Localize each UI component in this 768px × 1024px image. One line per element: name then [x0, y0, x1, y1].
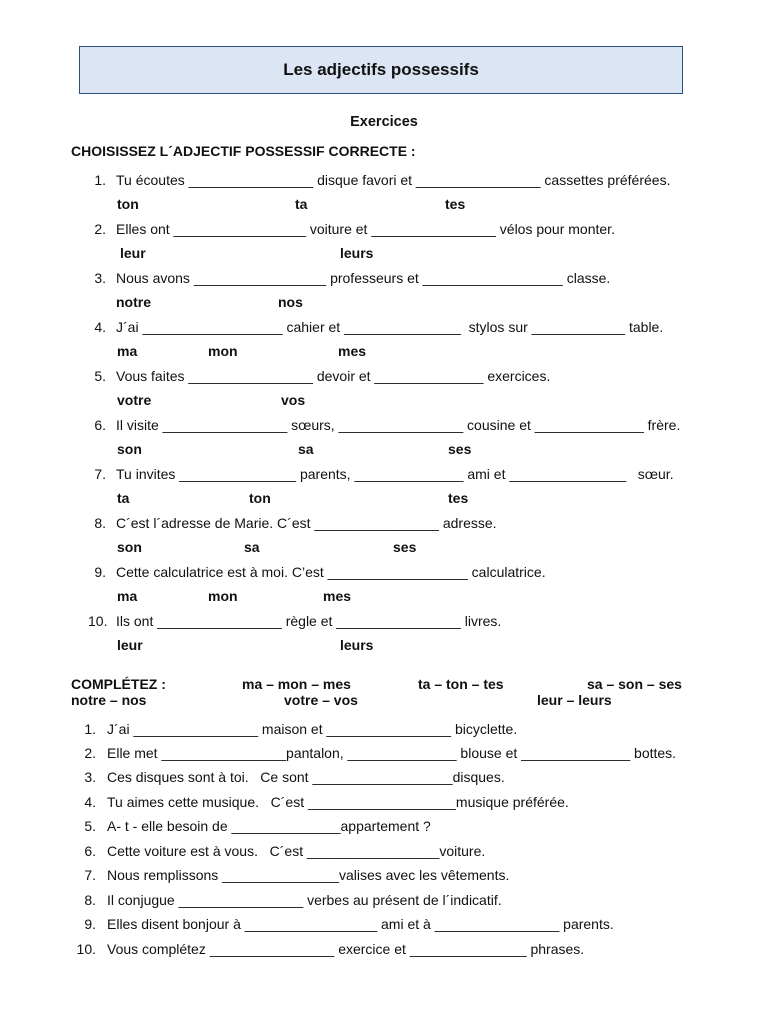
question-number: 1.	[84, 721, 96, 737]
choice-option: leur	[120, 245, 146, 261]
group-sa-son-ses: sa – son – ses	[587, 676, 682, 692]
choice-option: mes	[338, 343, 367, 359]
question-text: Tu invites _______________ parents, ______________ ami et _______________ sœur.	[116, 466, 674, 482]
question-number: 9.	[94, 564, 106, 580]
choice-option: leur	[117, 637, 143, 653]
question-text: Ils ont ________________ règle et ________________ livres.	[116, 613, 502, 629]
choice-option: votre	[117, 392, 152, 408]
question-text: Il conjugue ________________ verbes au présent de l´indicatif.	[107, 892, 502, 908]
question-text: Cette calculatrice est à moi. C’est __________________ calculatrice.	[116, 564, 546, 580]
question-number: 6.	[94, 417, 106, 433]
question-number: 7.	[84, 867, 96, 883]
choice-option: mes	[323, 588, 352, 604]
question-text: Tu écoutes ________________ disque favori et ________________ cassettes préférées.	[116, 172, 671, 188]
choice-option: ses	[393, 539, 417, 555]
question-number: 5.	[94, 368, 106, 384]
title-box	[79, 46, 683, 94]
page-title: Les adjectifs possessifs	[283, 60, 479, 79]
question-number: 10.	[88, 613, 108, 629]
question-text: Il visite ________________ sœurs, ________________ cousine et ______________ frère.	[116, 417, 681, 433]
group-ta-ton-tes: ta – ton – tes	[418, 676, 504, 692]
choice-option: ta	[295, 196, 308, 212]
question-number: 6.	[84, 843, 96, 859]
choice-option: sa	[298, 441, 314, 457]
group-ma-mon-mes: ma – mon – mes	[242, 676, 351, 692]
choice-option: ma	[117, 588, 138, 604]
question-number: 3.	[84, 769, 96, 785]
choice-option: sa	[244, 539, 260, 555]
question-text: J´ai __________________ cahier et _______________ stylos sur ____________ table.	[116, 319, 664, 335]
question-text: Elles ont _________________ voiture et ________________ vélos pour monter.	[116, 221, 615, 237]
question-number: 2.	[94, 221, 106, 237]
question-text: Cette voiture est à vous. C´est _________________voiture.	[107, 843, 486, 859]
choice-option: ton	[117, 196, 139, 212]
group-leur-leurs: leur – leurs	[537, 692, 612, 708]
question-number: 3.	[94, 270, 106, 286]
choice-option: mon	[208, 343, 238, 359]
question-number: 10.	[76, 941, 96, 957]
question-number: 5.	[84, 818, 96, 834]
question-text: Nous avons _________________ professeurs et __________________ classe.	[116, 270, 611, 286]
question-text: C´est l´adresse de Marie. C´est ________________ adresse.	[116, 515, 497, 531]
choice-option: ton	[249, 490, 271, 506]
question-text: Tu aimes cette musique. C´est ___________________musique préférée.	[107, 794, 569, 810]
subtitle: Exercices	[350, 114, 418, 130]
question-text: A- t - elle besoin de ______________appartement ?	[107, 818, 431, 834]
choice-option: notre	[116, 294, 151, 310]
choice-option: leurs	[340, 637, 374, 653]
question-text: Elles disent bonjour à _________________ ami et à ________________ parents.	[107, 916, 614, 932]
group-votre-vos: votre – vos	[284, 692, 358, 708]
choice-option: mon	[208, 588, 238, 604]
choice-option: son	[117, 539, 142, 555]
question-text: Nous remplissons _______________valises avec les vêtements.	[107, 867, 510, 883]
question-number: 9.	[84, 916, 96, 932]
question-text: J´ai ________________ maison et ________________ bicyclette.	[107, 721, 518, 737]
question-number: 8.	[84, 892, 96, 908]
choice-option: ses	[448, 441, 472, 457]
choice-option: vos	[281, 392, 306, 408]
question-number: 2.	[84, 745, 96, 761]
question-text: Ces disques sont à toi. Ce sont __________________disques.	[107, 769, 505, 785]
group-notre-nos: notre – nos	[71, 692, 147, 708]
question-text: Vous faites ________________ devoir et ______________ exercices.	[116, 368, 551, 384]
question-text: Vous complétez ________________ exercice et _______________ phrases.	[107, 941, 585, 957]
question-number: 1.	[94, 172, 106, 188]
choice-option: tes	[445, 196, 466, 212]
choice-option: leurs	[340, 245, 374, 261]
choice-option: ta	[117, 490, 130, 506]
section1-instruction: CHOISISSEZ L´ADJECTIF POSSESSIF CORRECTE :	[71, 143, 416, 159]
question-number: 7.	[94, 466, 106, 482]
question-number: 4.	[94, 319, 106, 335]
question-text: Elle met ________________pantalon, ______________ blouse et ______________ bottes.	[107, 745, 677, 761]
section2-label: COMPLÉTEZ :	[71, 676, 166, 692]
choice-option: son	[117, 441, 142, 457]
question-number: 4.	[84, 794, 96, 810]
question-number: 8.	[94, 515, 106, 531]
choice-option: tes	[448, 490, 469, 506]
choice-option: ma	[117, 343, 138, 359]
choice-option: nos	[278, 294, 303, 310]
